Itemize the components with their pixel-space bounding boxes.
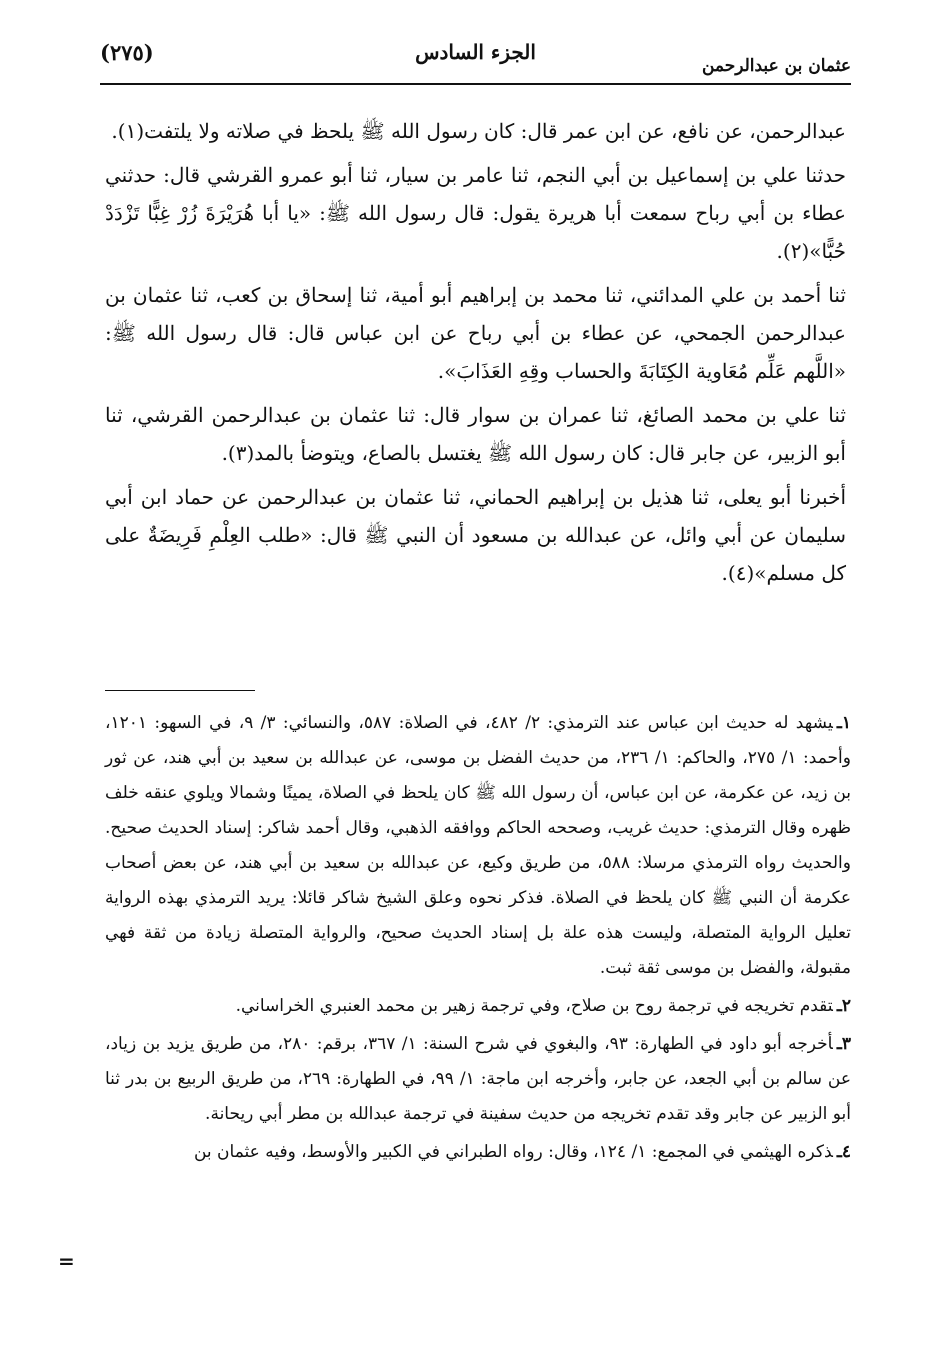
- footnote: [105, 989, 851, 1024]
- footnote-text: يشهد له حديث ابن عباس عند الترمذي: ٢/ ٤٨٢، في الصلاة: ٥٨٧، والنسائي: ٣/ ٩، في السهو: ١٢٠١، وأحمد: ١/ ٢٧٥، والحاكم: ١/ ٢٣٦، من حديث الفضل بن موسى، عن عبدالله بن سعيد بن أبي هند، عن ثور بن زيد، عن عكرمة، عن ابن عباس، أن رسول الله ﷺ كان يلحظ في الصلاة، يمينًا وشمالا ويلوي عنقه خلف ظهره وقال الترمذي: حديث غريب، وصححه الحاكم ووافقه الذهبي، وقال أحمد شاكر: إسناد الحديث صحيح. والحديث رواه الترمذي مرسلا: ٥٨٨، من طريق وكيع، عن عبدالله بن سعيد بن أبي هند، عن بعض أصحاب عكرمة أن النبي ﷺ كان يلحظ في الصلاة. فذكر نحوه وعلق الشيخ شاكر قائلا: يريد الترمذي بهذه الرواية تعليل الرواية المتصلة، وليست هذه علة بل إسناد الحديث صحيح، والرواية المتصلة زيادة من ثقة فهي مقبولة، والفضل بن موسى ثقة ثبت.: [105, 713, 851, 978]
- paragraph: أخبرنا أبو يعلى، ثنا هذيل بن إبراهيم الحماني، ثنا عثمان بن عبدالرحمن عن حماد ابن أبي سليمان عن أبي وائل، عن عبدالله بن مسعود أن النبي ﷺ قال: «طلب العِلْمِ فَرِيضَةٌ على كل مسلم»(٤).: [105, 485, 846, 585]
- footnote-number: ٢ـ: [836, 996, 851, 1016]
- footnote: [105, 1135, 851, 1170]
- page-number: (٢٧٥): [100, 40, 154, 65]
- footnote: [105, 1027, 851, 1132]
- footnote-text: تقدم تخريجه في ترجمة روح بن صلاح، وفي ترجمة زهير بن محمد العنبري الخراساني.: [235, 996, 833, 1016]
- footnotes: [105, 706, 851, 1173]
- volume-title: الجزء السادس: [415, 40, 536, 64]
- footnote-number: ٣ـ: [836, 1034, 851, 1054]
- paragraph: ثنا علي بن محمد الصائغ، ثنا عمران بن سوار قال: ثنا عثمان بن عبدالرحمن القرشي، ثنا أبو الزبير، عن جابر قال: كان رسول الله ﷺ يغتسل بالصاع، ويتوضأ بالمد(٣).: [105, 403, 846, 465]
- footnote-number: ١ـ: [836, 713, 851, 733]
- entry-name: عثمان بن عبدالرحمن: [701, 56, 851, 76]
- main-text: [105, 112, 846, 598]
- header-rule: [100, 83, 851, 85]
- footnote-text: ذكره الهيثمي في المجمع: ١/ ١٢٤، وقال: رواه الطبراني في الكبير والأوسط، وفيه عثمان بن: [193, 1142, 833, 1162]
- footnote-text: أخرجه أبو داود في الطهارة: ٩٣، والبغوي في شرح السنة: ١/ ٣٦٧، برقم: ٢٨٠، من طريق يزيد بن زياد، عن سالم بن أبي الجعد، عن جابر، وأخرجه ابن ماجة: ١/ ٩٩، في الطهارة: ٢٦٩، من طريق الربيع بن بدر ثنا أبو الزبير عن جابر وقد تقدم تخريجه من حديث سفينة في ترجمة عبدالله بن مطر أبي ريحانة.: [105, 1034, 852, 1124]
- paragraph: عبدالرحمن، عن نافع، عن ابن عمر قال: كان رسول الله ﷺ يلحظ في صلاته ولا يلتفت(١).: [111, 119, 846, 143]
- page-header: [100, 38, 851, 80]
- paragraph: حدثنا علي بن إسماعيل بن أبي النجم، ثنا عامر بن سيار، ثنا أبو عمرو القرشي قال: حدثني عطاء بن أبي رباح سمعت أبا هريرة يقول: قال رسول الله ﷺ: «يا أبا هُرَيْرَةَ زُرْ غِبًّا تَزْدَدْ حُبًّا»(٢).: [105, 163, 846, 263]
- footnote-number: ٤ـ: [836, 1142, 851, 1162]
- footnote: [105, 706, 851, 986]
- paragraph: ثنا أحمد بن علي المدائني، ثنا محمد بن إبراهيم أبو أمية، ثنا إسحاق بن كعب، ثنا عثمان بن عبدالرحمن الجمحي، عن عطاء بن أبي رباح عن ابن عباس قال: قال رسول الله ﷺ: «اللَّهم عَلِّم مُعَاوية الكِتَابَةَ والحساب وقِهِ العَذَابَ».: [105, 283, 846, 383]
- footnote-separator: [105, 690, 255, 691]
- continuation-mark: =: [58, 1249, 75, 1273]
